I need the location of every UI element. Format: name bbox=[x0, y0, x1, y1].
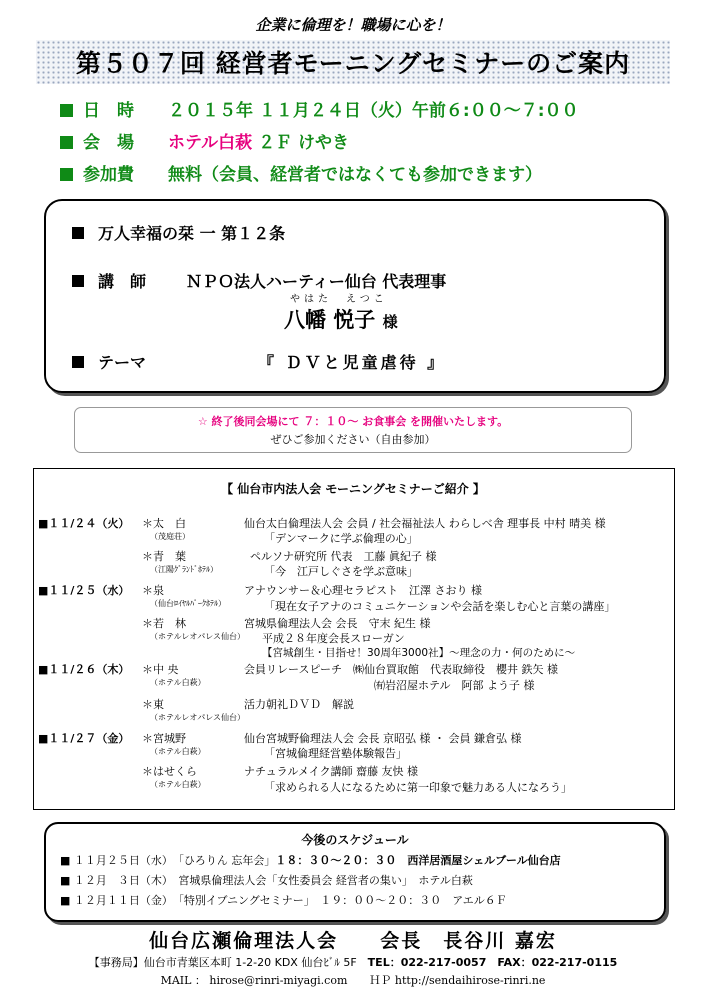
intro-row-desc2: 「現在女子アナのコミュニケーションや会話を楽しむ心と言葉の講座」 bbox=[264, 600, 616, 613]
intro-row-venue: （仙台ﾛｲﾔﾙﾊﾟｰｸﾎﾃﾙ） bbox=[150, 599, 226, 608]
footer-mail[interactable]: MAIL ： hirose@rinri-miyagi.com bbox=[160, 974, 348, 987]
venue-name: ホテル白萩 bbox=[168, 133, 253, 153]
footer-tel-fax: TEL：022-217-0057 FAX：022-217-0115 bbox=[367, 956, 618, 969]
schedule-time-place: １９：００～２０：３０ アエル６Ｆ bbox=[320, 894, 507, 907]
intro-row-desc2: 平成２８年度会長スローガン bbox=[262, 632, 405, 645]
bullet-square-icon bbox=[72, 227, 84, 239]
intro-row-venue: （ホテル白萩） bbox=[150, 780, 206, 789]
fee-value: 無料（会員、経営者ではなくても参加できます） bbox=[168, 165, 542, 185]
intro-row-desc: 仙台宮城野倫理法人会 会長 京昭弘 様 ・ 会員 鎌倉弘 様 bbox=[244, 732, 522, 745]
speaker-label: 講 師 bbox=[98, 272, 147, 291]
intro-row-venue: （ホテルレオパレス仙台） bbox=[150, 632, 245, 641]
footer-office: 【事務局】仙台市青葉区本町 1-2-20 KDX 仙台ﾋﾞﾙ 5F bbox=[88, 956, 357, 969]
schedule-event: 「特別イブニングセミナー」 bbox=[178, 894, 310, 907]
speaker-org: ＮＰＯ法人ハーティー仙台 代表理事 bbox=[186, 272, 447, 291]
venue-room: ２Ｆ けやき bbox=[258, 133, 349, 153]
intro-row-desc: 活力朝礼ＤＶＤ 解説 bbox=[244, 698, 354, 711]
schedule-date: ■ １２月 ３日（木） bbox=[60, 874, 168, 887]
info-date bbox=[60, 96, 579, 121]
intro-row-desc: 仙台太白倫理法人会 会員 / 社会福祉法人 わらしべ舎 理事長 中村 晴美 様 bbox=[244, 517, 606, 530]
info-fee bbox=[60, 160, 542, 185]
venue-label: 会 場 bbox=[83, 133, 134, 153]
intro-row-name: ＊宮城野 bbox=[142, 732, 186, 745]
intro-row-name: ＊若 林 bbox=[142, 617, 186, 630]
intro-row-desc2: 「宮城倫理経営塾体験報告」 bbox=[264, 747, 407, 760]
footer-web bbox=[0, 972, 706, 988]
intro-row-name: ＊東 bbox=[142, 698, 164, 711]
intro-row-name: ＊中 央 bbox=[142, 663, 179, 676]
intro-row-name: ＊泉 bbox=[142, 584, 164, 597]
footer-org-line bbox=[0, 926, 706, 953]
fee-label: 参加費 bbox=[83, 165, 134, 185]
intro-row-date: ■１１/２４（火） bbox=[38, 517, 130, 530]
page-title: 第５０７回 経営者モーニングセミナーのご案内 bbox=[75, 49, 631, 78]
schedule-title: 今後のスケジュール bbox=[301, 833, 409, 847]
intro-row-desc: ペルソナ研究所 代表 工藤 眞紀子 様 bbox=[250, 550, 437, 563]
intro-row-date: ■１１/２６（木） bbox=[38, 663, 130, 676]
speaker-honorific: 様 bbox=[382, 313, 398, 331]
schedule-date: ■ １２月１１日（金） bbox=[60, 894, 168, 907]
bullet-square-icon bbox=[60, 168, 73, 181]
intro-row-desc2: 「今 江戸しぐさを学ぶ意味」 bbox=[264, 565, 418, 578]
intro-row-name: ＊太 白 bbox=[142, 517, 186, 530]
footer-org: 仙台広瀬倫理法人会 bbox=[149, 930, 339, 952]
intro-row-desc2: ㈲岩沼屋ホテル 阿部 よう子 様 bbox=[374, 679, 535, 692]
intro-row-desc: ナチュラルメイク講師 齋藤 友快 様 bbox=[244, 765, 419, 778]
footer-chair: 会長 長谷川 嘉宏 bbox=[380, 930, 557, 952]
footer-hp[interactable]: ＨＰ http://sendaihirose-rinri.ne bbox=[369, 974, 546, 987]
theme-value: 『 ＤＶと児童虐待 』 bbox=[258, 353, 447, 372]
intro-row-venue: （江陽ｸﾞﾗﾝﾄﾞﾎﾃﾙ） bbox=[150, 565, 218, 574]
dinner-line1: ☆ 終了後同会場にて ７：１０～ お食事会 を開催いたします。 bbox=[197, 415, 509, 428]
intro-row-desc2: 「求められる人になるために第一印象で魅力ある人になろう」 bbox=[264, 781, 572, 794]
schedule-row bbox=[60, 852, 561, 868]
intro-row-desc2: 「デンマークに学ぶ倫理の心」 bbox=[264, 532, 418, 545]
schedule-time-place: １８：３０～２０：３０ 西洋居酒屋シェルブール仙台店 bbox=[275, 854, 561, 867]
speaker-ruby: やはた えつこ bbox=[290, 294, 388, 305]
intro-title: 【 仙台市内法人会 モーニングセミナーご紹介 】 bbox=[221, 482, 485, 496]
schedule-event: 宮城県倫理法人会「女性委員会 経営者の集い」 bbox=[178, 874, 408, 887]
speaker-name-line bbox=[284, 304, 398, 334]
intro-row-venue: （ホテル白萩） bbox=[150, 747, 206, 756]
theme-label: テーマ bbox=[98, 353, 147, 372]
intro-row-desc: 宮城県倫理法人会 会長 守末 紀生 様 bbox=[244, 617, 431, 630]
info-venue bbox=[60, 128, 349, 153]
schedule-time-place: ホテル白萩 bbox=[418, 874, 473, 887]
schedule-row bbox=[60, 872, 473, 888]
intro-row-venue: （茂庭荘） bbox=[150, 532, 190, 541]
date-value: ２０１５年 １１月２４日（火）午前６:００～７:００ bbox=[168, 101, 579, 121]
schedule-date: ■ １１月２５日（水） bbox=[60, 854, 168, 867]
schedule-event: 「ひろりん 忘年会」 bbox=[178, 854, 276, 867]
footer-contact bbox=[0, 954, 706, 970]
intro-row-desc: アナウンサー＆心理セラピスト 江澤 さおり 様 bbox=[244, 584, 482, 597]
intro-row-date: ■１１/２５（水） bbox=[38, 584, 130, 597]
speaker-name: 八幡 悦子 bbox=[284, 308, 376, 332]
intro-row-desc: 会員リレースピーチ ㈱仙台買取館 代表取締役 櫻井 鉄矢 様 bbox=[244, 663, 559, 676]
intro-row-venue: （ホテル白萩） bbox=[150, 678, 206, 687]
bullet-square-icon bbox=[60, 104, 73, 117]
intro-row-desc2: 【宮城創生・目指せ！30周年3000社】～理念の力・何のために～ bbox=[262, 647, 576, 659]
intro-row-name: ＊青 葉 bbox=[142, 550, 186, 563]
dinner-line2: ぜひご参加ください（自由参加） bbox=[270, 433, 436, 446]
program-item-text: 万人幸福の栞 一 第１２条 bbox=[98, 224, 286, 243]
bullet-square-icon bbox=[60, 136, 73, 149]
intro-row-venue: （ホテルレオパレス仙台） bbox=[150, 713, 245, 722]
date-label: 日 時 bbox=[83, 101, 134, 121]
program-item bbox=[72, 221, 285, 244]
intro-row-date: ■１１/２７（金） bbox=[38, 732, 130, 745]
tagline: 企業に倫理を！職場に心を！ bbox=[255, 16, 451, 34]
schedule-row bbox=[60, 892, 507, 908]
program-speaker bbox=[72, 269, 446, 292]
bullet-square-icon bbox=[72, 356, 84, 368]
intro-row-name: ＊はせくら bbox=[142, 765, 197, 778]
bullet-square-icon bbox=[72, 275, 84, 287]
program-theme bbox=[72, 350, 146, 373]
